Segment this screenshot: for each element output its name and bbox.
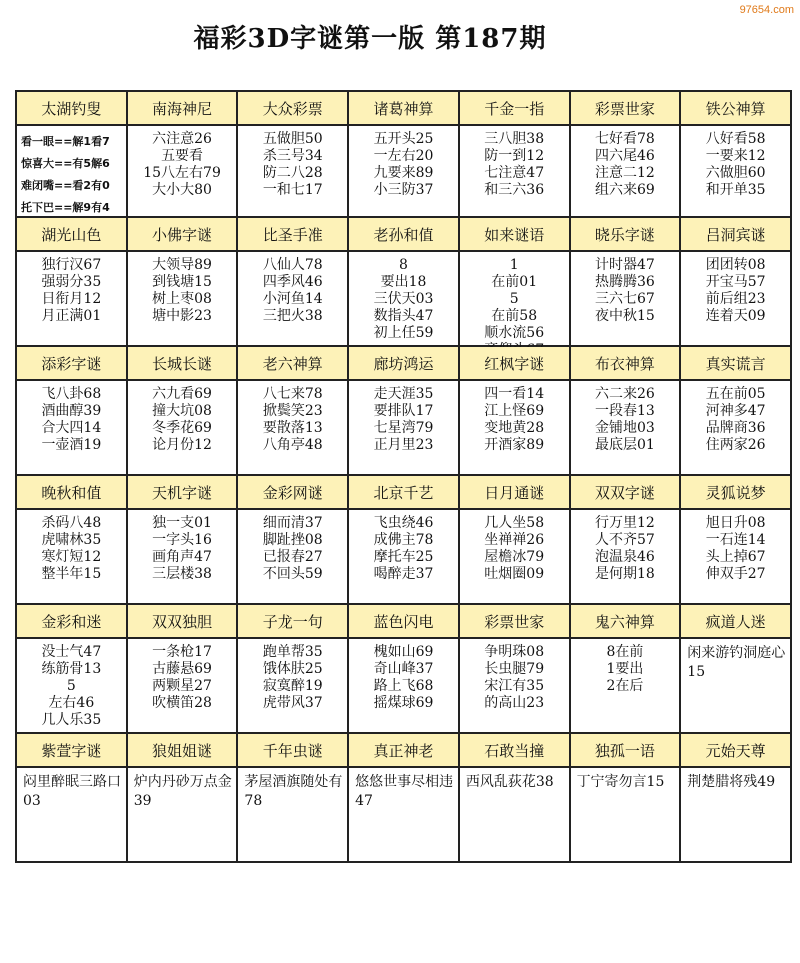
riddle-line: 前后组23	[705, 291, 766, 307]
riddle-cell	[128, 768, 239, 863]
riddle-line: 行万里12	[595, 515, 655, 531]
riddle-line: 四一看14	[484, 386, 545, 402]
column-header: 铁公神算	[681, 92, 792, 126]
riddle-line: 团团转08	[705, 257, 766, 273]
riddle-cell	[571, 126, 682, 218]
riddle-line: 夜中秋15	[595, 308, 655, 324]
riddle-line: 几人坐58	[484, 515, 545, 531]
riddle-line: 八仙人78	[262, 257, 323, 273]
riddle-line: 头上掉67	[705, 549, 766, 565]
riddle-line: 托下巴==解9有4	[21, 201, 110, 214]
riddle-line: 一石连14	[705, 532, 766, 548]
column-header: 千年虫谜	[238, 734, 349, 768]
column-header: 长城长谜	[128, 347, 239, 381]
riddle-cell	[17, 381, 128, 476]
riddle-line: 左右46	[48, 695, 95, 711]
riddle-line: 飞八卦68	[41, 386, 102, 402]
riddle-line: 争明珠08	[484, 644, 545, 660]
riddle-line: 寒灯短12	[41, 549, 102, 565]
riddle-line: 七注意47	[484, 165, 545, 181]
riddle-line: 六做胆60	[705, 165, 766, 181]
column-header: 添彩字谜	[17, 347, 128, 381]
riddle-line: 撞大坑08	[152, 403, 212, 419]
riddle-cell	[349, 252, 460, 347]
riddle-line: 1要出	[606, 661, 644, 677]
riddle-line: 七星湾79	[373, 420, 434, 436]
riddle-cell	[128, 639, 239, 734]
column-header: 狼姐姐谜	[128, 734, 239, 768]
riddle-cell	[238, 126, 349, 218]
riddle-line: 伸双手27	[705, 566, 766, 582]
riddle-line: 成佛主78	[373, 532, 434, 548]
riddle-line: 寂寞醉19	[262, 678, 323, 694]
riddle-line: 练筋骨13	[41, 661, 102, 677]
riddle-line: 日衔月12	[41, 291, 102, 307]
riddle-line: 月正满01	[41, 308, 102, 324]
riddle-line: 槐如山69	[373, 644, 434, 660]
column-header: 千金一指	[460, 92, 571, 126]
riddle-line: 一要来12	[705, 148, 766, 164]
riddle-line: 八好看58	[705, 131, 766, 147]
riddle-line: 虎带风37	[262, 695, 323, 711]
column-header: 真实谎言	[681, 347, 792, 381]
riddle-line: 茅屋酒旗随处有78	[244, 774, 343, 809]
riddle-line: 在前58	[491, 308, 538, 324]
riddle-line: 虎啸林35	[41, 532, 102, 548]
riddle-line: 闷里醉眠三路口03	[23, 774, 121, 809]
riddle-cell	[681, 510, 792, 605]
riddle-line: 三层楼38	[152, 566, 212, 582]
riddle-line: 看一眼==解1看7	[21, 135, 110, 148]
riddle-line: 摇煤球69	[373, 695, 434, 711]
riddle-line: 8在前	[606, 644, 644, 660]
riddle-cell	[128, 381, 239, 476]
column-header: 比圣手准	[238, 218, 349, 252]
riddle-line: 古藤悬69	[152, 661, 212, 677]
riddle-cell	[571, 639, 682, 734]
riddle-line: 宋江有35	[484, 678, 545, 694]
riddle-line: 脚趾挫08	[262, 532, 323, 548]
riddle-cell	[128, 126, 239, 218]
riddle-line: 金铺地03	[595, 420, 655, 436]
riddle-line: 六二来26	[595, 386, 655, 402]
riddle-line: 走天涯35	[373, 386, 434, 402]
riddle-line: 九要来89	[373, 165, 434, 181]
riddle-cell	[128, 252, 239, 347]
riddle-line: 最底层01	[595, 437, 655, 453]
riddle-line: 一和七17	[262, 182, 323, 198]
riddle-line: 泡温泉46	[595, 549, 655, 565]
riddle-line: 人不齐57	[595, 532, 655, 548]
riddle-line: 计时器47	[595, 257, 655, 273]
riddle-line: 炉内丹砂万点金39	[133, 774, 232, 809]
riddle-line: 独行汉67	[41, 257, 102, 273]
riddle-line: 酒曲醇39	[41, 403, 102, 419]
riddle-line: 小河鱼14	[262, 291, 323, 307]
riddle-line: 八七来78	[262, 386, 323, 402]
riddle-line: 掀鬓笑23	[262, 403, 323, 419]
riddle-line: 六注意26	[152, 131, 212, 147]
riddle-line: 五要看	[161, 148, 204, 164]
column-header: 真正神老	[349, 734, 460, 768]
riddle-line: 惊喜大==有5解6	[21, 157, 110, 170]
riddle-line: 15八左右79	[143, 165, 221, 181]
riddle-cell	[349, 768, 460, 863]
riddle-line: 跑单帮35	[262, 644, 323, 660]
riddle-line: 顺水流56	[484, 325, 545, 341]
riddle-line: 一条枪17	[152, 644, 212, 660]
page-title: 福彩3D字谜第一版 第187期	[193, 24, 547, 54]
riddle-line: 五开头25	[373, 131, 434, 147]
riddle-cell	[681, 126, 792, 218]
riddle-line: 防二八28	[262, 165, 323, 181]
riddle-line: 奇山峰37	[373, 661, 434, 677]
riddle-cell	[681, 639, 792, 734]
column-header: 老六神算	[238, 347, 349, 381]
riddle-line: 画角声47	[152, 549, 212, 565]
riddle-line: 连着天09	[705, 308, 766, 324]
riddle-line: 整半年15	[41, 566, 102, 582]
column-header: 吕洞宾谜	[681, 218, 792, 252]
riddle-line: 三把火38	[262, 308, 323, 324]
riddle-line: 注意二12	[595, 165, 655, 181]
riddle-cell	[17, 252, 128, 347]
riddle-line: 住两家26	[705, 437, 766, 453]
riddle-cell	[238, 510, 349, 605]
riddle-line: 七好看78	[595, 131, 655, 147]
column-header: 南海神尼	[128, 92, 239, 126]
column-header: 疯道人迷	[681, 605, 792, 639]
column-header: 红枫字谜	[460, 347, 571, 381]
riddle-line: 荆楚腊将残49	[687, 774, 776, 790]
riddle-cell	[17, 510, 128, 605]
riddle-line: 西风乱荻花38	[465, 774, 554, 790]
riddle-line: 三伏天03	[373, 291, 434, 307]
column-header: 北京千艺	[349, 476, 460, 510]
riddle-line: 热腾腾36	[595, 274, 655, 290]
riddle-line: 悠悠世事尽相违47	[355, 774, 454, 809]
riddle-cell	[681, 252, 792, 347]
column-header: 布衣神算	[571, 347, 682, 381]
riddle-cell	[460, 510, 571, 605]
riddle-line: 大领导89	[152, 257, 212, 273]
riddle-cell	[128, 510, 239, 605]
riddle-cell	[238, 252, 349, 347]
riddle-line: 论月份12	[152, 437, 212, 453]
riddle-line: 河神多47	[705, 403, 766, 419]
riddle-cell	[349, 510, 460, 605]
riddle-line: 小三防37	[373, 182, 434, 198]
riddle-line: 八角亭48	[262, 437, 323, 453]
column-header: 老孙和值	[349, 218, 460, 252]
riddle-line: 不回头59	[262, 566, 323, 582]
riddle-line: 要散落13	[262, 420, 323, 436]
riddle-cell	[238, 768, 349, 863]
riddle-line: 一段春13	[595, 403, 655, 419]
riddle-line: 吹横笛28	[152, 695, 212, 711]
riddle-cell	[681, 381, 792, 476]
column-header: 金彩和迷	[17, 605, 128, 639]
column-header: 石敢当撞	[460, 734, 571, 768]
riddle-table	[15, 90, 792, 863]
riddle-line: 1	[509, 257, 519, 273]
column-header: 蓝色闪电	[349, 605, 460, 639]
riddle-line: 的高山23	[484, 695, 545, 711]
riddle-line: 摩托车25	[373, 549, 434, 565]
riddle-cell	[681, 768, 792, 863]
riddle-line: 一字头16	[152, 532, 212, 548]
riddle-cell	[17, 639, 128, 734]
column-header: 诸葛神算	[349, 92, 460, 126]
column-header: 大众彩票	[238, 92, 349, 126]
watermark: 97654.com	[739, 4, 794, 16]
column-header: 晓乐字谜	[571, 218, 682, 252]
column-header: 独孤一语	[571, 734, 682, 768]
riddle-line: 路上飞68	[373, 678, 434, 694]
riddle-line: 大小大80	[152, 182, 212, 198]
riddle-line: 5	[66, 678, 76, 694]
column-header: 晚秋和值	[17, 476, 128, 510]
riddle-line: 和三六36	[484, 182, 545, 198]
riddle-cell	[17, 126, 128, 218]
column-header: 紫萱字谜	[17, 734, 128, 768]
riddle-line: 杀码八48	[41, 515, 102, 531]
column-header: 太湖钓叟	[17, 92, 128, 126]
riddle-line: 在前01	[491, 274, 538, 290]
column-header: 彩票世家	[460, 605, 571, 639]
riddle-line: 防一到12	[484, 148, 545, 164]
riddle-line: 长虫腿79	[484, 661, 545, 677]
riddle-line: 六九看69	[152, 386, 212, 402]
riddle-line: 已报春27	[262, 549, 323, 565]
riddle-line: 开宝马57	[705, 274, 766, 290]
riddle-cell	[571, 768, 682, 863]
riddle-line: 闲来游钓洞庭心15	[687, 645, 786, 680]
column-header: 日月通谜	[460, 476, 571, 510]
riddle-line: 坐禅禅26	[484, 532, 545, 548]
riddle-line: 品牌商36	[705, 420, 766, 436]
column-header: 廊坊鸿运	[349, 347, 460, 381]
riddle-line: 组六来69	[595, 182, 655, 198]
riddle-line: 初上任59	[373, 325, 434, 341]
riddle-line: 8	[399, 257, 408, 273]
riddle-cell	[460, 381, 571, 476]
riddle-cell	[460, 639, 571, 734]
column-header: 湖光山色	[17, 218, 128, 252]
riddle-line: 一壶酒19	[41, 437, 102, 453]
riddle-line: 2在后	[606, 678, 644, 694]
riddle-line: 细而清37	[262, 515, 323, 531]
riddle-line: 没士气47	[41, 644, 102, 660]
riddle-line: 树上枣08	[152, 291, 212, 307]
column-header: 天机字谜	[128, 476, 239, 510]
riddle-line: 开酒家89	[484, 437, 545, 453]
riddle-line: 江上怪69	[484, 403, 545, 419]
column-header: 双双字谜	[571, 476, 682, 510]
riddle-line: 四季风46	[262, 274, 323, 290]
riddle-line: 5	[509, 291, 519, 307]
riddle-line: 到钱塘15	[152, 274, 212, 290]
riddle-cell	[238, 381, 349, 476]
column-header: 彩票世家	[571, 92, 682, 126]
riddle-line: 塘中影23	[152, 308, 212, 324]
riddle-line: 三六七67	[595, 291, 655, 307]
riddle-line: 屋檐冰79	[484, 549, 545, 565]
column-header: 元始天尊	[681, 734, 792, 768]
riddle-cell	[349, 126, 460, 218]
riddle-line: 两颗星27	[152, 678, 212, 694]
column-header: 如来谜语	[460, 218, 571, 252]
riddle-cell	[460, 252, 571, 347]
riddle-line: 三八胆38	[484, 131, 545, 147]
riddle-cell	[460, 126, 571, 218]
riddle-line: 四六尾46	[595, 148, 655, 164]
riddle-cell	[460, 768, 571, 863]
riddle-line: 要出18	[380, 274, 427, 290]
riddle-line: 吐烟圈09	[484, 566, 545, 582]
column-header: 双双独胆	[128, 605, 239, 639]
riddle-line: 飞虫绕46	[373, 515, 434, 531]
riddle-line: 和开单35	[705, 182, 766, 198]
riddle-line: 正月里23	[373, 437, 434, 453]
riddle-cell	[238, 639, 349, 734]
column-header: 子龙一句	[238, 605, 349, 639]
riddle-line: 丁宁寄勿言15	[576, 774, 665, 790]
riddle-line: 一左右20	[373, 148, 434, 164]
riddle-line: 强弱分35	[41, 274, 102, 290]
riddle-cell	[349, 381, 460, 476]
column-header: 鬼六神算	[571, 605, 682, 639]
riddle-cell	[349, 639, 460, 734]
riddle-line: 喝醉走37	[373, 566, 434, 582]
riddle-line: 合大四14	[41, 420, 102, 436]
riddle-cell	[571, 252, 682, 347]
riddle-line: 五在前05	[705, 386, 766, 402]
column-header: 金彩网谜	[238, 476, 349, 510]
riddle-line: 杀三号34	[262, 148, 323, 164]
riddle-cell	[571, 510, 682, 605]
riddle-cell	[571, 381, 682, 476]
riddle-line: 要排队17	[373, 403, 434, 419]
riddle-line: 独一支01	[152, 515, 212, 531]
riddle-line: 几人乐35	[41, 712, 102, 728]
riddle-line: 数指头47	[373, 308, 434, 324]
riddle-line: 难闭嘴==看2有0	[21, 179, 110, 192]
column-header: 灵狐说梦	[681, 476, 792, 510]
riddle-line: 旭日升08	[705, 515, 766, 531]
riddle-cell	[17, 768, 128, 863]
riddle-line: 变地黄28	[484, 420, 545, 436]
riddle-line: 冬季花69	[152, 420, 212, 436]
column-header: 小佛字谜	[128, 218, 239, 252]
riddle-line: 五做胆50	[262, 131, 323, 147]
riddle-line: 饿体肤25	[262, 661, 323, 677]
riddle-line: 是何期18	[595, 566, 655, 582]
